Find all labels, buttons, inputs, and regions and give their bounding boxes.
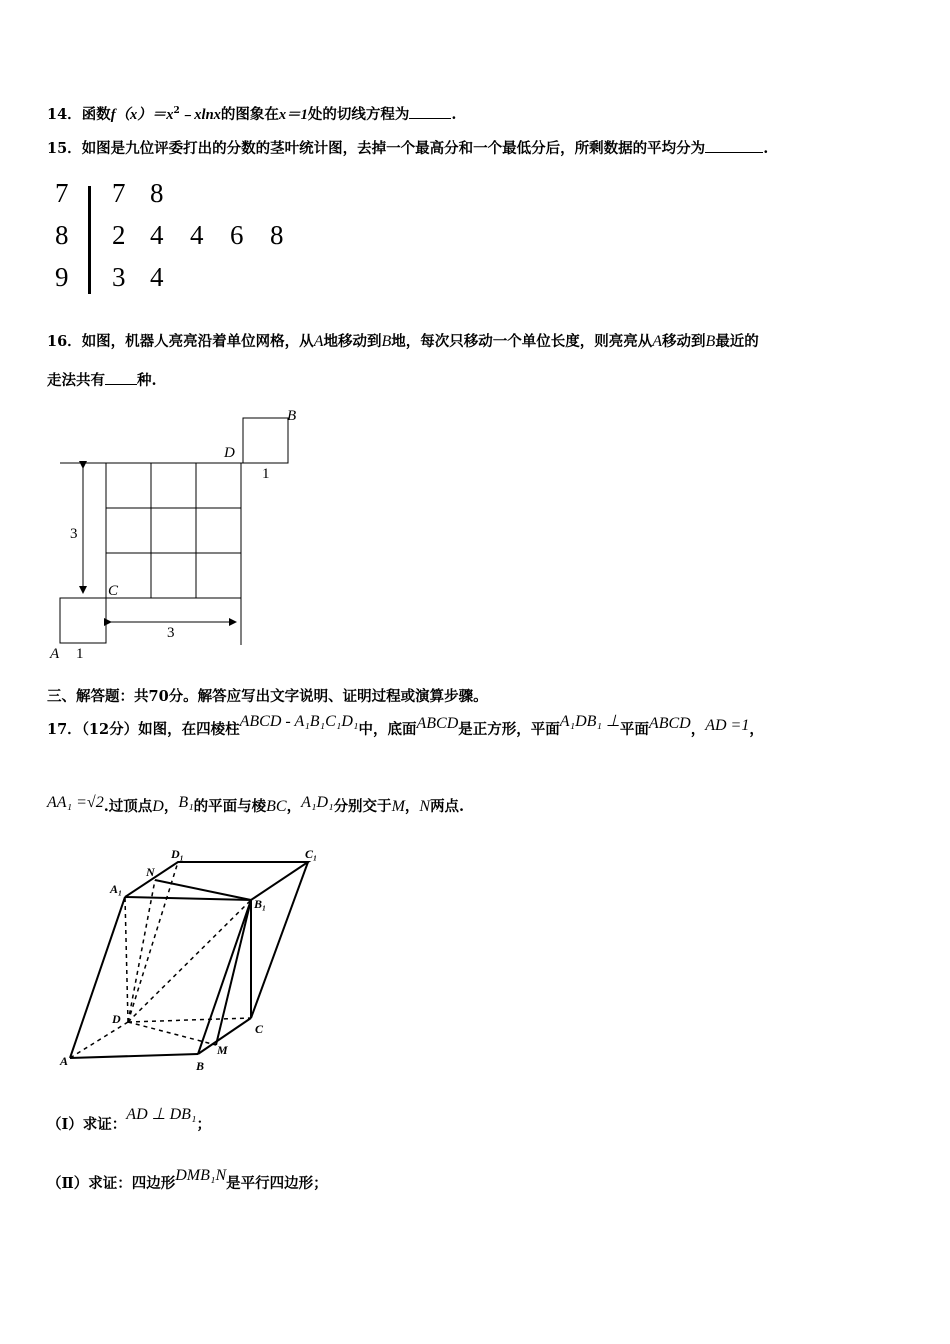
label-a1: A₁: [110, 882, 123, 896]
label-c1: C₁: [305, 847, 318, 861]
label-m: M: [217, 1043, 228, 1057]
q17-text-7: 两点.: [430, 798, 465, 815]
q17-text-6: 分别交于: [333, 798, 392, 815]
label-a: A: [50, 646, 60, 662]
q14-text-3: 处的切线方程为: [307, 106, 410, 123]
q16-number: 16．: [47, 333, 82, 350]
label-d: D: [224, 445, 235, 461]
q17-prism: ABCD - A₁B₁C₁D₁: [239, 713, 359, 730]
q14-number: 14．: [47, 106, 82, 123]
section-3-heading: 三、解答题：共70分。解答应写出文字说明、证明过程或演算步骤。: [47, 688, 488, 705]
q17-n: N: [419, 798, 431, 815]
q16-text-4: 移动到: [662, 333, 706, 350]
q17-base: ABCD: [416, 715, 459, 732]
q17-d: D: [152, 798, 164, 815]
part-1-end: ；: [196, 1116, 211, 1133]
label-b: B: [287, 408, 297, 424]
q17-sep: ，: [163, 798, 179, 815]
label-one-b: 1: [262, 466, 270, 482]
q14-text-2: 的图象在: [220, 106, 279, 123]
q15-number: 15．: [47, 140, 82, 157]
leaf-value: 3: [112, 262, 126, 292]
label-b: B: [196, 1059, 205, 1073]
label-b1: B₁: [254, 897, 267, 911]
label-a: A: [60, 1054, 69, 1068]
q16-point-b-2: B: [705, 333, 716, 350]
label-c: C: [255, 1022, 264, 1036]
q17-a1d1: A₁D₁: [301, 794, 334, 811]
q17-text-3: 平面: [619, 721, 649, 738]
q17-b1: B₁: [178, 794, 194, 811]
q17-text-4: .过顶点: [103, 798, 153, 815]
q16-point-b: B: [381, 333, 392, 350]
part-2: [47, 1167, 328, 1193]
label-d: D: [112, 1012, 121, 1026]
q14-function: f（x）＝x: [110, 107, 174, 123]
q17-number: 17．: [47, 721, 82, 738]
stem-value: 9: [55, 262, 69, 292]
stem-leaf-divider: [88, 186, 91, 294]
q17-text-5: 的平面与棱: [193, 798, 267, 815]
question-16: [47, 330, 759, 351]
question-16-line-2: [47, 369, 157, 390]
q17-m: M: [391, 798, 405, 815]
edge-cc1: [251, 862, 308, 1018]
leaf-value: 4: [150, 262, 164, 292]
prism-figure: [0, 840, 340, 1080]
q17-text-2: 是正方形，平面: [458, 721, 560, 738]
q14-function-2: ﹣xlnx: [179, 107, 221, 123]
q16-answer-blank[interactable]: [105, 370, 137, 386]
leaf-value: 7: [112, 178, 126, 208]
q16-line2-b: 种.: [137, 372, 157, 389]
leaf-value: 2: [112, 220, 126, 250]
q15-text: 如图是九位评委打出的分数的茎叶统计图，去掉一个最高分和一个最低分后，所剩数据的平均分为: [81, 140, 706, 157]
q16-text-1: 如图，机器人亮亮沿着单位网格，从: [81, 333, 314, 350]
question-17: [47, 713, 764, 739]
edge-db1-hidden: [128, 900, 251, 1022]
leaf-value: 4: [150, 220, 164, 250]
q15-end: .: [763, 140, 769, 157]
part-1-label: （Ⅰ）求证：: [47, 1116, 127, 1133]
edge-dc-hidden: [128, 1018, 251, 1022]
q15-answer-blank[interactable]: [705, 138, 763, 154]
q17-aa: AA₁ =√2: [47, 794, 104, 811]
edge-b1m: [216, 900, 251, 1045]
q14-end: .: [451, 106, 457, 123]
edge-ab: [70, 1054, 198, 1058]
q16-text-2: 地移动到: [323, 333, 382, 350]
part-2-label: （Ⅱ）求证：四边形: [47, 1175, 176, 1192]
q17-sep-2: ，: [286, 798, 302, 815]
leaf-value: 8: [270, 220, 284, 250]
q16-text-3: 地，每次只移动一个单位长度，则亮亮从: [391, 333, 653, 350]
q16-line2-a: 走法共有: [47, 372, 105, 389]
question-15: [47, 137, 768, 158]
label-three-v: 3: [70, 526, 78, 542]
leaf-value: 8: [150, 178, 164, 208]
leaf-value: 4: [190, 220, 204, 250]
q14-exponent: 2: [173, 106, 180, 117]
part-2-expr: DMB₁N: [175, 1167, 227, 1184]
edge-aa1: [70, 897, 125, 1058]
grid-figure: [0, 400, 330, 665]
label-n: N: [146, 865, 155, 879]
q16-point-a: A: [313, 333, 324, 350]
edge-ad-hidden: [70, 1022, 128, 1058]
q14-answer-blank[interactable]: [409, 104, 451, 120]
q17-comma-2: ，: [749, 721, 764, 738]
q17-comma: ，: [690, 721, 706, 738]
leaf-value: 6: [230, 220, 244, 250]
q17-sep-3: ，: [404, 798, 420, 815]
stem-value: 8: [55, 220, 69, 250]
label-c: C: [108, 583, 119, 599]
q14-text-1: 函数: [81, 106, 111, 123]
q14-x-value: x＝1: [278, 107, 308, 123]
q16-point-a-2: A: [652, 333, 663, 350]
edge-bb1: [198, 900, 251, 1054]
q17-bc: BC: [266, 798, 287, 815]
box-b: [243, 418, 288, 463]
edge-da1-hidden: [125, 897, 128, 1022]
part-2-end: 是平行四边形；: [226, 1175, 328, 1192]
label-three-h: 3: [167, 625, 175, 641]
stem-value: 7: [55, 178, 69, 208]
question-17-line-2: [47, 795, 464, 816]
label-d1: D₁: [171, 847, 184, 861]
q17-text-1: 中，底面: [358, 721, 417, 738]
question-14: [47, 103, 456, 124]
q17-ad: AD =1: [705, 717, 750, 734]
q16-text-5: 最近的: [715, 333, 759, 350]
label-one-a: 1: [76, 646, 84, 662]
part-1: [47, 1106, 211, 1134]
q17-base-2: ABCD: [648, 715, 691, 732]
q17-score: （12分）如图，在四棱柱: [81, 721, 240, 738]
part-1-expr: AD ⊥ DB₁: [126, 1106, 197, 1123]
box-a: [60, 598, 106, 643]
q17-plane: A₁DB₁ ⊥: [559, 713, 620, 730]
